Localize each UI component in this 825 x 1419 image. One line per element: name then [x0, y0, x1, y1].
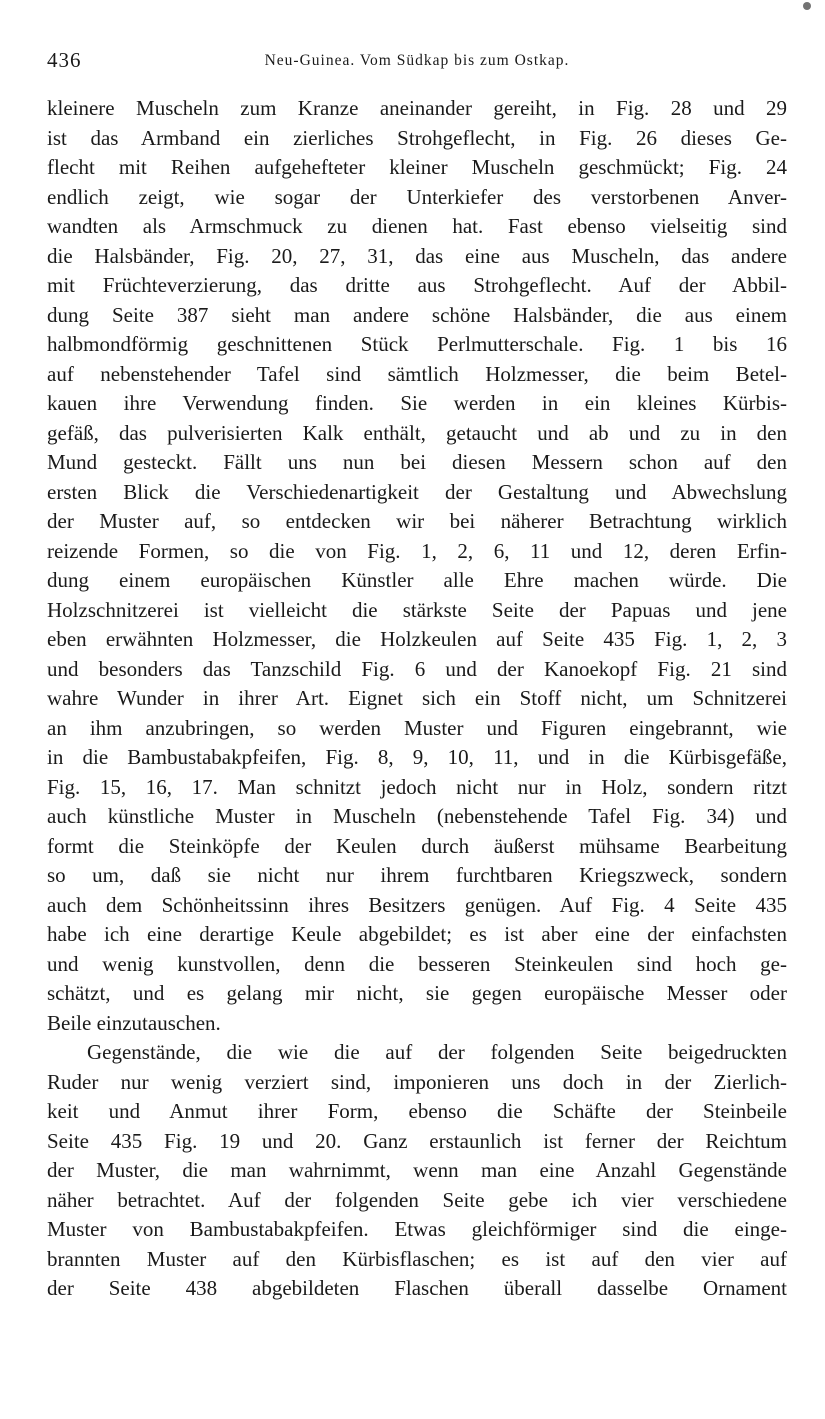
- text-line: reizende Formen, so die von Fig. 1, 2, 6, 11 und 12, deren Erfin-: [47, 538, 787, 563]
- ink-speck: [803, 2, 811, 10]
- text-line: auf nebenstehender Tafel sind sämtlich Holzmesser, die beim Betel-: [47, 361, 787, 386]
- text-line: Mund gesteckt. Fällt uns nun bei diesen Messern schon auf den: [47, 450, 787, 474]
- text-line: der Muster auf, so entdecken wir bei näherer Betrachtung wirklich: [47, 509, 787, 533]
- paragraph-last-line: Beile einzutauschen.: [47, 1010, 221, 1035]
- text-line: ist das Armband ein zierliches Strohgeflecht, in Fig. 26 dieses Ge-: [47, 125, 787, 150]
- page-number: 436: [47, 48, 82, 72]
- text-line: auch dem Schönheitssinn ihres Besitzers genügen. Auf Fig. 4 Seite 435: [47, 892, 787, 917]
- text-line: halbmondförmig geschnittenen Stück Perlmutterschale. Fig. 1 bis 16: [47, 332, 787, 356]
- text-line: formt die Steinköpfe der Keulen durch äußerst mühsame Bearbeitung: [47, 833, 787, 858]
- text-line: der Muster, die man wahrnimmt, wenn man eine Anzahl Gegenstände: [47, 1158, 787, 1182]
- text-line: brannten Muster auf den Kürbisflaschen; es ist auf den vier auf: [47, 1246, 787, 1271]
- text-line: Seite 435 Fig. 19 und 20. Ganz erstaunlich ist ferner der Reichtum: [47, 1128, 787, 1153]
- text-line: und besonders das Tanzschild Fig. 6 und der Kanoekopf Fig. 21 sind: [47, 656, 787, 681]
- text-line: so um, daß sie nicht nur ihrem furchtbaren Kriegszweck, sondern: [47, 863, 787, 887]
- text-line: endlich zeigt, wie sogar der Unterkiefer des verstorbenen Anver-: [47, 184, 787, 209]
- text-line: kauen ihre Verwendung finden. Sie werden in ein kleines Kürbis-: [47, 391, 787, 415]
- text-line: in die Bambustabakpfeifen, Fig. 8, 9, 10, 11, und in die Kürbisgefäße,: [47, 745, 787, 769]
- text-line: schätzt, und es gelang mir nicht, sie gegen europäische Messer oder: [47, 981, 787, 1005]
- paragraph-first-line: Gegenstände, die wie die auf der folgenden Seite beigedruckten: [87, 1040, 787, 1064]
- text-line: mit Früchteverzierung, das dritte aus Strohgeflecht. Auf der Abbil-: [47, 273, 787, 297]
- text-line: eben erwähnten Holzmesser, die Holzkeulen auf Seite 435 Fig. 1, 2, 3: [47, 627, 787, 651]
- text-line: näher betrachtet. Auf der folgenden Seite gebe ich vier verschiedene: [47, 1187, 787, 1212]
- text-line: und wenig kunstvollen, denn die besseren Steinkeulen sind hoch ge-: [47, 951, 787, 976]
- text-line: Muster von Bambustabakpfeifen. Etwas gleichförmiger sind die einge-: [47, 1217, 787, 1241]
- text-line: Ruder nur wenig verziert sind, imponieren uns doch in der Zierlich-: [47, 1069, 787, 1094]
- text-line: flecht mit Reihen aufgehefteter kleiner Muscheln geschmückt; Fig. 24: [47, 155, 787, 179]
- running-head: [47, 48, 787, 78]
- text-line: kleinere Muscheln zum Kranze aneinander gereiht, in Fig. 28 und 29: [47, 96, 787, 120]
- text-line: Holzschnitzerei ist vielleicht die stärkste Seite der Papuas und jene: [47, 597, 787, 622]
- text-line: wahre Wunder in ihrer Art. Eignet sich ein Stoff nicht, um Schnitzerei: [47, 686, 787, 710]
- text-line: gefäß, das pulverisierten Kalk enthält, getaucht und ab und zu in den: [47, 420, 787, 445]
- text-line: ersten Blick die Verschiedenartigkeit der Gestaltung und Abwechslung: [47, 479, 787, 504]
- text-line: dung einem europäischen Künstler alle Ehre machen würde. Die: [47, 568, 787, 592]
- body-text: [47, 94, 787, 1304]
- text-line: die Halsbänder, Fig. 20, 27, 31, das eine aus Muscheln, das andere: [47, 243, 787, 268]
- text-line: habe ich eine derartige Keule abgebildet; es ist aber eine der einfachsten: [47, 922, 787, 946]
- text-line: der Seite 438 abgebildeten Flaschen überall dasselbe Ornament: [47, 1276, 787, 1300]
- text-line: keit und Anmut ihrer Form, ebenso die Schäfte der Steinbeile: [47, 1099, 787, 1123]
- text-line: auch künstliche Muster in Muscheln (nebenstehende Tafel Fig. 34) und: [47, 804, 787, 828]
- text-line: wandten als Armschmuck zu dienen hat. Fast ebenso vielseitig sind: [47, 214, 787, 238]
- text-line: dung Seite 387 sieht man andere schöne Halsbänder, die aus einem: [47, 302, 787, 327]
- text-line: an ihm anzubringen, so werden Muster und Figuren eingebrannt, wie: [47, 715, 787, 740]
- running-title: Neu-Guinea. Vom Südkap bis zum Ostkap.: [264, 52, 570, 69]
- text-line: Fig. 15, 16, 17. Man schnitzt jedoch nicht nur in Holz, sondern ritzt: [47, 774, 787, 799]
